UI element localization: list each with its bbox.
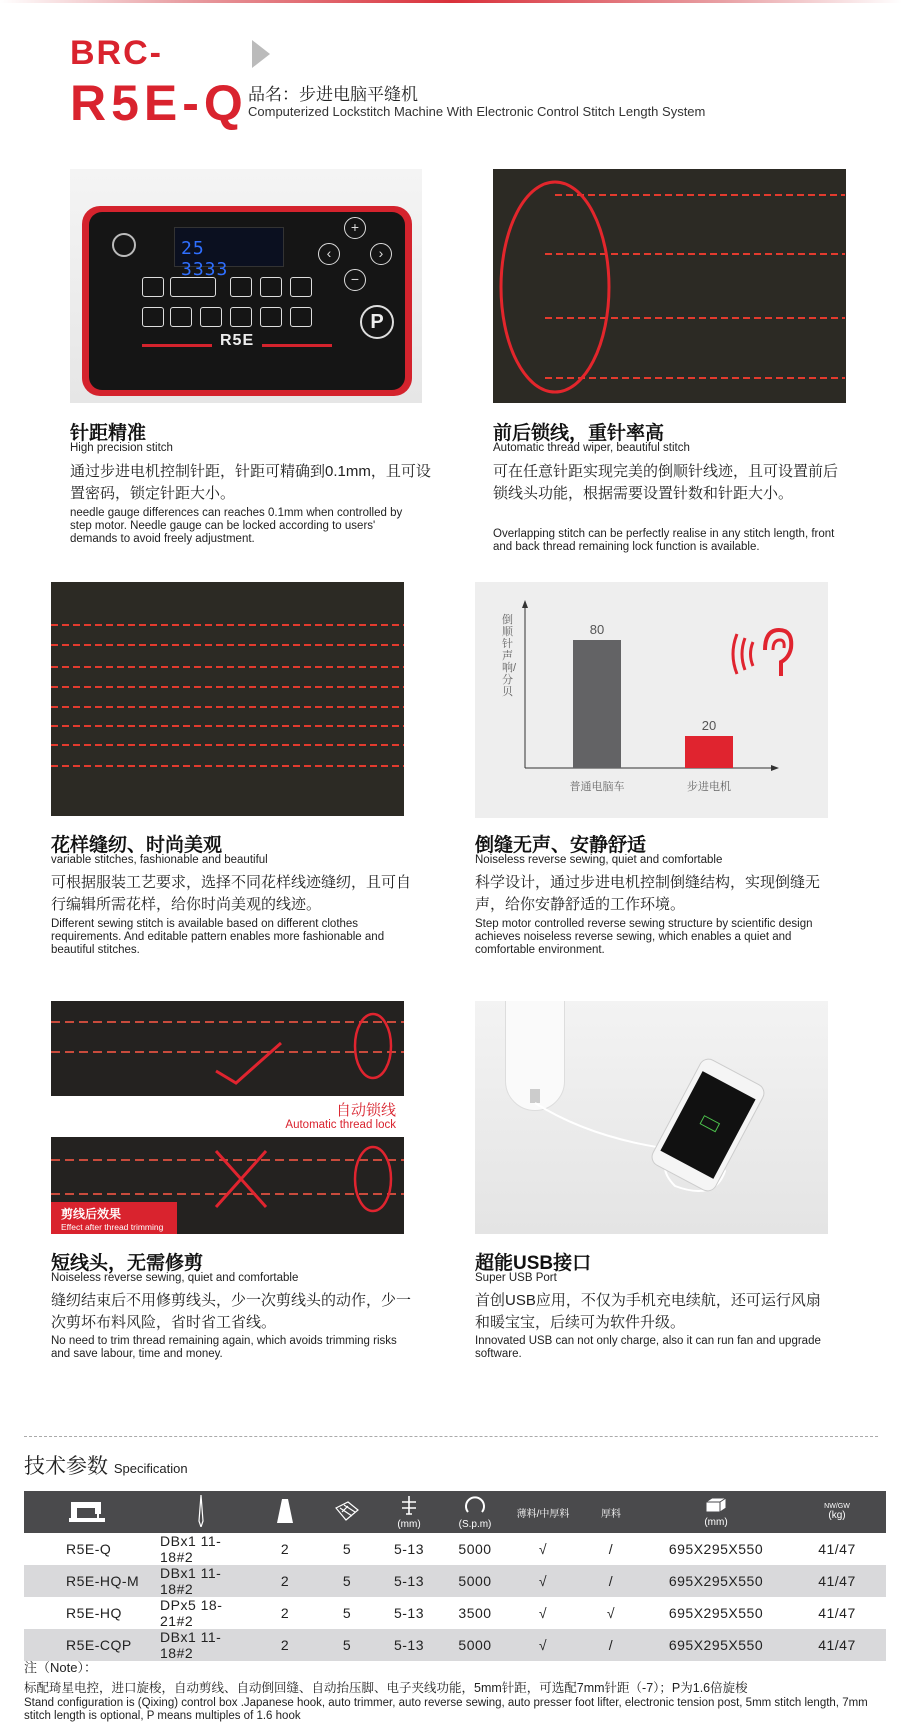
feature-title: 针距精准 bbox=[70, 423, 147, 444]
y-axis-label: 倒顺针声响/分贝 bbox=[502, 614, 517, 698]
plus-icon: + bbox=[344, 217, 366, 239]
header-thread bbox=[252, 1491, 318, 1533]
bar-value-label: 20 bbox=[701, 718, 717, 733]
feature-desc-en: Step motor controlled reverse sewing structure by scientific design achieves noiseless reverse sewing, which enables a quiet and comfortable environment. bbox=[475, 918, 813, 956]
stitch-line bbox=[51, 744, 404, 746]
category-label: 步进电机 bbox=[687, 780, 731, 793]
spec-speed: 3500 bbox=[442, 1597, 508, 1629]
feature-desc-en: No need to trim thread remaining again, which avoids trimming risks and save labour, time and money. bbox=[51, 1335, 397, 1360]
minus-icon: − bbox=[344, 269, 366, 291]
spec-heavy: / bbox=[578, 1565, 644, 1597]
panel-logo: R5E bbox=[212, 332, 262, 350]
spec-fabric: 5 bbox=[318, 1597, 376, 1629]
spec-thin-medium: √ bbox=[508, 1565, 578, 1597]
noise-chart bbox=[475, 582, 828, 818]
top-accent-line bbox=[0, 0, 902, 3]
spec-title bbox=[24, 1450, 188, 1480]
spec-needle: DBx1 11-18#2 bbox=[150, 1533, 252, 1565]
header-heavy: 厚料 bbox=[578, 1491, 644, 1533]
spec-fabric: 5 bbox=[318, 1565, 376, 1597]
check-mark-icon bbox=[216, 1043, 281, 1083]
feature-title: 前后锁线，重针率高 bbox=[493, 423, 665, 444]
header-thin-medium: 薄料/中厚料 bbox=[508, 1491, 578, 1533]
spec-thread: 2 bbox=[252, 1629, 318, 1661]
model-title: R5E-Q bbox=[70, 75, 248, 131]
feature-desc-en: Different sewing stitch is available based on different clothes requirements. And editable pattern enables more fashionable and beautiful stitches. bbox=[51, 918, 385, 956]
spec-weight: 41/47 bbox=[788, 1533, 886, 1565]
product-name-en: Computerized Lockstitch Machine With Electronic Control Stitch Length System bbox=[248, 104, 706, 119]
header-machine bbox=[24, 1491, 150, 1533]
p-key-icon: P bbox=[360, 305, 394, 339]
spec-fabric: 5 bbox=[318, 1533, 376, 1565]
function-key-icon bbox=[200, 307, 222, 327]
spec-stitch-length: 5-13 bbox=[376, 1533, 442, 1565]
spec-title-en: Specification bbox=[113, 1461, 188, 1476]
header-weight bbox=[788, 1491, 886, 1533]
header-unit: (mm) bbox=[704, 1517, 728, 1528]
spec-dimensions: 695X295X550 bbox=[644, 1533, 788, 1565]
spec-weight: 41/47 bbox=[788, 1629, 886, 1661]
feature-subtitle: Super USB Port bbox=[475, 1272, 557, 1284]
spec-heavy: / bbox=[578, 1629, 644, 1661]
function-key-icon bbox=[260, 307, 282, 327]
feature-subtitle: Noiseless reverse sewing, quiet and comfortable bbox=[51, 1272, 299, 1284]
header-unit: (S.p.m) bbox=[458, 1519, 492, 1530]
stitch-line bbox=[51, 624, 404, 626]
spec-fabric: 5 bbox=[318, 1629, 376, 1661]
stitch-line bbox=[51, 706, 404, 708]
spec-speed: 5000 bbox=[442, 1629, 508, 1661]
feature-title: 倒缝无声、安静舒适 bbox=[475, 835, 647, 856]
header-fabric bbox=[318, 1491, 376, 1533]
pattern-key-icon bbox=[170, 277, 216, 297]
badge-title: 剪线后效果 bbox=[61, 1207, 122, 1221]
spec-title-zh: 技术参数 bbox=[24, 1455, 108, 1478]
highlight-circle bbox=[355, 1014, 391, 1078]
spec-needle: DPx5 18-21#2 bbox=[150, 1597, 252, 1629]
lcd-display bbox=[174, 227, 284, 280]
header-stitch-length bbox=[376, 1491, 442, 1533]
box-icon bbox=[704, 1496, 728, 1514]
header-weight-top: NW/GW bbox=[824, 1503, 850, 1510]
spec-thin-medium: √ bbox=[508, 1533, 578, 1565]
speed-icon bbox=[464, 1494, 486, 1516]
header-speed bbox=[442, 1491, 508, 1533]
bar-regular bbox=[573, 640, 621, 768]
spec-stitch-length: 5-13 bbox=[376, 1597, 442, 1629]
fabric-top bbox=[51, 1001, 404, 1096]
feature-desc-en: Innovated USB can not only charge, also it can run fan and upgrade software. bbox=[475, 1335, 821, 1360]
spec-stitch-length: 5-13 bbox=[376, 1565, 442, 1597]
lcd-right-value: 3333 bbox=[181, 259, 229, 280]
spec-speed: 5000 bbox=[442, 1565, 508, 1597]
auto-lock-label-en: Automatic thread lock bbox=[285, 1119, 396, 1131]
product-name-zh: 品名：步进电脑平缝机 bbox=[248, 85, 418, 104]
feature-title: 花样缝纫、时尚美观 bbox=[51, 835, 223, 856]
feature-title: 超能USB接口 bbox=[475, 1253, 592, 1274]
feature-desc-zh: 首创USB应用，不仅为手机充电续航，还可运行风扇和暖宝宝，后续可为软件升级。 bbox=[475, 1292, 821, 1331]
spec-thin-medium: √ bbox=[508, 1629, 578, 1661]
feature-desc-en: Overlapping stitch can be perfectly realise in any stitch length, front and back thread remaining lock function is available. bbox=[493, 528, 835, 553]
brand-prefix: BRC- bbox=[70, 34, 163, 72]
fabric-bottom bbox=[51, 1137, 404, 1234]
x-axis-arrow-icon bbox=[771, 765, 779, 771]
machine-icon bbox=[67, 1498, 107, 1524]
function-key-icon bbox=[230, 307, 252, 327]
overlapping-stitch-photo bbox=[493, 169, 846, 403]
stitch-line bbox=[51, 725, 404, 727]
chevron-right-icon: › bbox=[370, 243, 392, 265]
table-row bbox=[24, 1597, 886, 1629]
spec-model: R5E-HQ bbox=[24, 1597, 150, 1629]
spec-speed: 5000 bbox=[442, 1533, 508, 1565]
spec-thread: 2 bbox=[252, 1533, 318, 1565]
fabric-icon bbox=[334, 1500, 360, 1522]
feature-desc-zh: 科学设计，通过步进电机控制倒缝结构，实现倒缝无声，给你安静舒适的工作环境。 bbox=[475, 874, 821, 913]
noise-bar-chart bbox=[475, 582, 828, 818]
spec-model: R5E-CQP bbox=[24, 1629, 150, 1661]
highlight-circle bbox=[493, 169, 846, 403]
spec-weight: 41/47 bbox=[788, 1597, 886, 1629]
reset-button-icon bbox=[112, 233, 136, 257]
pattern-stitch-photo bbox=[51, 582, 404, 816]
spec-heavy: √ bbox=[578, 1597, 644, 1629]
header-needle bbox=[150, 1491, 252, 1533]
spec-thread: 2 bbox=[252, 1597, 318, 1629]
needle-icon bbox=[196, 1495, 206, 1527]
spec-model: R5E-Q bbox=[24, 1533, 150, 1565]
control-panel-photo bbox=[70, 169, 422, 403]
feature-desc-zh: 可根据服装工艺要求，选择不同花样线迹缝纫，且可自行编辑所需花样，给你时尚美观的线迹。 bbox=[51, 874, 412, 913]
stitch-line bbox=[51, 644, 404, 646]
spec-thread: 2 bbox=[252, 1565, 318, 1597]
thread-cone-icon bbox=[276, 1497, 294, 1525]
stitch-line bbox=[51, 686, 404, 688]
header-unit: (mm) bbox=[397, 1519, 421, 1530]
feature-subtitle: Noiseless reverse sewing, quiet and comfortable bbox=[475, 854, 723, 866]
pattern-key-icon bbox=[260, 277, 282, 297]
feature-desc-zh: 缝纫结束后不用修剪线头，少一次剪线头的动作，少一次剪坏布料风险，省时省工省线。 bbox=[51, 1292, 412, 1331]
stitch-line bbox=[51, 765, 404, 767]
spec-heavy: / bbox=[578, 1533, 644, 1565]
highlight-circle bbox=[355, 1147, 391, 1211]
table-row bbox=[24, 1629, 886, 1661]
header-unit: (kg) bbox=[828, 1510, 846, 1521]
bar-value-label: 80 bbox=[589, 622, 605, 637]
pattern-key-icon bbox=[290, 277, 312, 297]
spec-thin-medium: √ bbox=[508, 1597, 578, 1629]
spec-dimensions: 695X295X550 bbox=[644, 1565, 788, 1597]
category-label: 普通电脑车 bbox=[569, 780, 625, 793]
function-key-icon bbox=[170, 307, 192, 327]
note-heading: 注（Note）： bbox=[24, 1660, 97, 1675]
lcd-left-value: 25 bbox=[181, 238, 205, 259]
badge-subtitle: Effect after thread trimming bbox=[61, 1222, 164, 1232]
section-divider bbox=[24, 1436, 878, 1437]
header-dimensions bbox=[644, 1491, 788, 1533]
feature-subtitle: Automatic thread wiper, beautiful stitch bbox=[493, 442, 690, 454]
y-axis-arrow-icon bbox=[522, 600, 528, 608]
ear-sound-icon bbox=[727, 624, 797, 684]
feature-subtitle: variable stitches, fashionable and beautiful bbox=[51, 854, 268, 866]
thread-trimming-photo bbox=[51, 1001, 404, 1234]
chevron-left-icon: ‹ bbox=[318, 243, 340, 265]
auto-lock-label: 自动锁线 bbox=[335, 1102, 396, 1119]
feature-title: 短线头，无需修剪 bbox=[51, 1253, 204, 1274]
function-key-icon bbox=[290, 307, 312, 327]
spec-weight: 41/47 bbox=[788, 1565, 886, 1597]
spec-stitch-length: 5-13 bbox=[376, 1629, 442, 1661]
table-row bbox=[24, 1533, 886, 1565]
usb-charging-photo bbox=[475, 1001, 828, 1234]
feature-subtitle: High precision stitch bbox=[70, 442, 173, 454]
feature-desc-zh: 通过步进电机控制针距，针距可精确到0.1mm，且可设置密码，锁定针距大小。 bbox=[70, 463, 431, 502]
stitch-line bbox=[51, 666, 404, 668]
battery-icon bbox=[700, 1115, 721, 1132]
function-key-icon bbox=[142, 307, 164, 327]
spec-dimensions: 695X295X550 bbox=[644, 1597, 788, 1629]
play-arrow-icon bbox=[252, 40, 270, 68]
spec-model: R5E-HQ-M bbox=[24, 1565, 150, 1597]
table-row bbox=[24, 1565, 886, 1597]
note-zh: 标配琦星电控，进口旋梭，自动剪线、自动倒回缝、自动抬压脚、电子夹线功能，5mm针距，可选配7mm针距（-7）；P为1.6倍旋梭 bbox=[24, 1681, 748, 1695]
after-trim-badge bbox=[51, 1202, 177, 1234]
spec-table bbox=[24, 1491, 886, 1661]
stitch-length-icon bbox=[398, 1494, 420, 1516]
note-en: Stand configuration is (Qixing) control box .Japanese hook, auto trimmer, auto reverse sewing, auto presser foot lifter, electronic tension post, 5mm stitch length, 7mm stitch length is optional, P means multiples of 1.6 hook bbox=[24, 1697, 868, 1722]
feature-desc-zh: 可在任意针距实现完美的倒顺针线迹，且可设置前后锁线头功能，根据需要设置针数和针距大小。 bbox=[493, 463, 839, 502]
spec-needle: DBx1 11-18#2 bbox=[150, 1565, 252, 1597]
spec-needle: DBx1 11-18#2 bbox=[150, 1629, 252, 1661]
spec-header-row bbox=[24, 1491, 886, 1533]
bar-stepper bbox=[685, 736, 733, 768]
pattern-key-icon bbox=[142, 277, 164, 297]
pattern-key-icon bbox=[230, 277, 252, 297]
usb-cable bbox=[475, 1001, 828, 1234]
feature-desc-en: needle gauge differences can reaches 0.1mm when controlled by step motor. Needle gauge can be locked according to users' demands to avoid freely adjustment. bbox=[70, 507, 403, 545]
spec-dimensions: 695X295X550 bbox=[644, 1629, 788, 1661]
